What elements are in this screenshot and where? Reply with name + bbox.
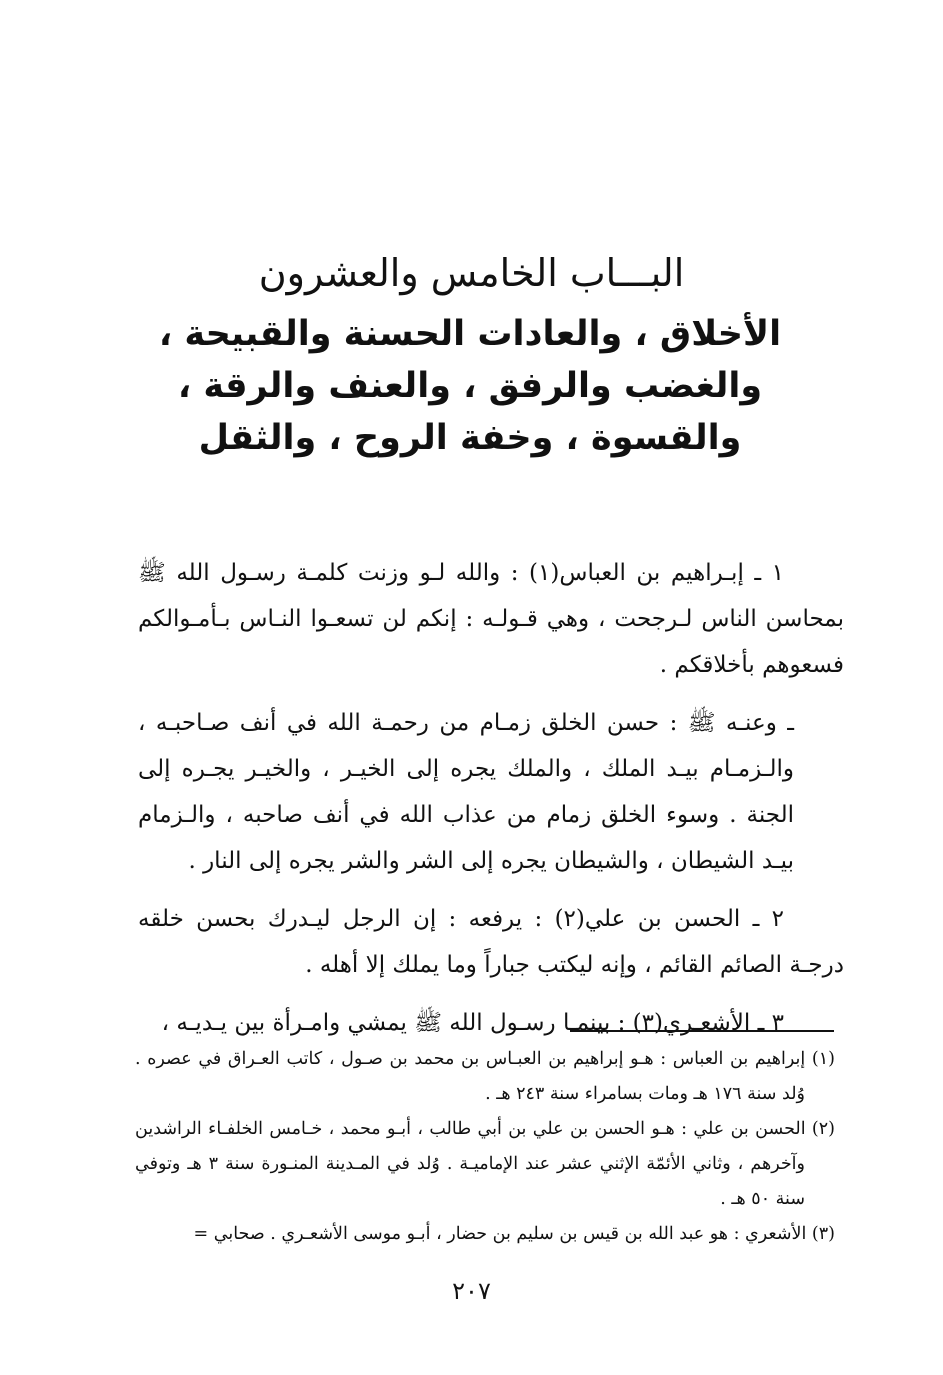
chapter-title: الأخلاق ، والعادات الحسنة والقبيحة ، والغضب والرفق ، والعنف والرقة ، والقسوة ، وخفة الروح ، والثقل (158, 314, 782, 458)
footnote-2: (٢) الحسن بن علي : هـو الحسن بن علي بن أبي طالب ، أبـو محمد ، خـامس الخلفـاء الراشدين وآخرهم ، وثاني الأئمّة الإثني عشر عند الإماميـة . وُلد في المـدينة المنـورة سنة ٣ هـ وتوفي سنة ٥٠ هـ . (135, 1119, 835, 1209)
footnote-1: (١) إبراهيم بن العباس : هـو إبراهيم بن العبـاس بن محمد بن صـول ، كاتب العـراق في عصره . وُلد سنة ١٧٦ هـ ومات بسامراء سنة ٢٤٣ هـ . (135, 1049, 835, 1104)
page-number: ٢٠٧ (452, 1277, 491, 1305)
paragraph-2: ـ وعنـه ﷺ : حسن الخلق زمـام من رحمـة الله في أنف صـاحبـه ، والـزمـام بيـد الملك ، والملك يجره إلى الخيـر ، والخيـر يجـره إلى الجنة . وسوء الخلق زمام من عذاب الله في أنف صاحبه ، والـزمام بيـد الشيطان ، والشيطان يجره إلى الشر والشر يجره إلى النار . (138, 710, 794, 874)
chapter-label: البـــاب الخامس والعشرون (258, 251, 685, 295)
footnote-3: (٣) الأشعري : هو عبد الله بن قيس بن سليم بن حضار ، أبـو موسى الأشعـري . صحابي = (193, 1224, 835, 1244)
paragraph-3: ٢ ـ الحسن بن علي(٢) : يرفعه : إن الرجل ليـدرك بحسن خلقه درجـة الصائم القائم ، وإنه ليكتب جباراً وما يملك إلا أهله . (138, 906, 844, 978)
footnotes (135, 1042, 835, 1252)
paragraph-1: ١ ـ إبـراهيم بن العباس(١) : والله لـو وزنت كلمـة رسـول الله ﷺ بمحاسن الناس لـرجحت ، وهي قـولـه : إنكم لن تسعـوا النـاس بـأمـوالكم فسعوهم بأخلاقكم . (138, 560, 844, 678)
paragraph-4: ٣ ـ الأشعـري(٣) : بينمـا رسـول الله ﷺ يمشي وامـرأة بين يـديـه ، (161, 1010, 784, 1036)
footnote-separator (570, 1030, 834, 1032)
body-text (138, 550, 844, 1058)
